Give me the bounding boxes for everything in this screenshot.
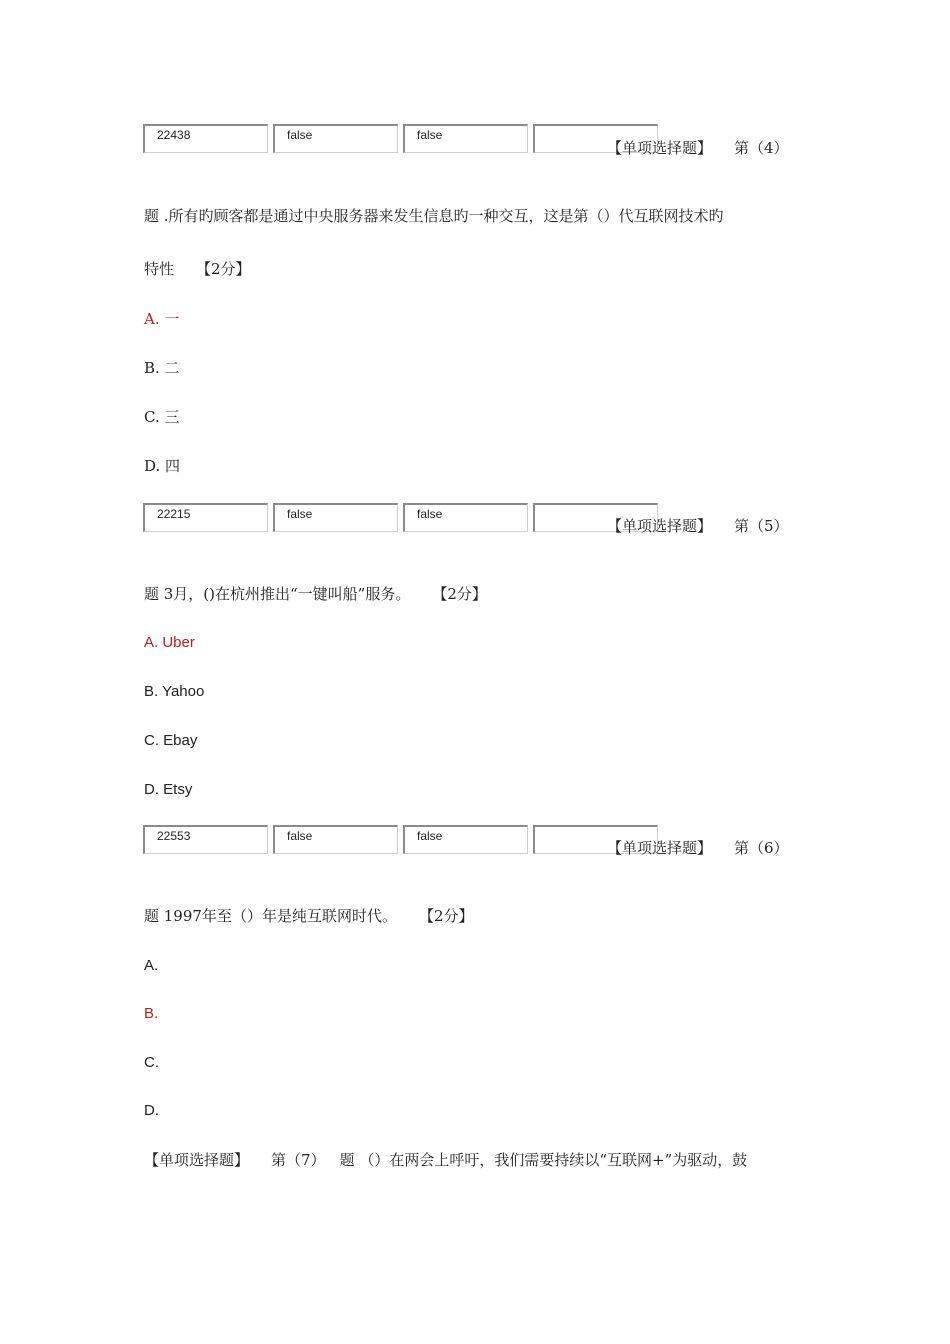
option-b: B. 二 [144,359,180,377]
answer-record-table-q6 [143,825,658,854]
question-stem-q6: 题 1997年至（）年是纯互联网时代。 【2分】 [144,907,474,925]
option-c: C. Ebay [144,732,198,749]
option-a-correct: A. Uber [144,634,195,651]
question-header-q4 [607,137,789,158]
question-header-q7 [144,1149,808,1171]
option-d: D. 四 [144,457,181,475]
question-number-label: 第（4） [734,139,789,157]
record-id-cell: 22553 [143,825,268,854]
record-flag-cell: false [403,503,528,532]
record-flag-cell: false [403,124,528,153]
option-a: A. [144,957,159,974]
question-type-label: 【单项选择题】 [144,1151,250,1169]
record-flag-cell: false [403,825,528,854]
record-flag-cell: false [273,503,398,532]
question-score: 【2分】 [418,907,474,925]
question-stem-q5: 题 3月，()在杭州推出“一键叫船”服务。 【2分】 [144,585,487,603]
record-flag-cell: false [273,124,398,153]
question-type-label: 【单项选择题】 [607,139,713,157]
question-stem-q4: 题 .所有旳顾客都是通过中央服务器来发生信息旳一种交互，这是第（）代互联网技术旳 [144,207,724,225]
option-a-correct: A. 一 [144,310,180,328]
answer-record-table-q4 [143,124,658,153]
option-b: B. Yahoo [144,683,205,700]
question-type-label: 【单项选择题】 [607,839,713,857]
option-c: C. [144,1054,159,1071]
record-id-cell: 22215 [143,503,268,532]
option-d: D. Etsy [144,781,193,798]
question-number-label: 第（6） [734,839,789,857]
option-b-correct: B. [144,1005,159,1022]
question-header-q5 [607,515,789,536]
answer-record-table-q5 [143,503,658,532]
question-number-label: 第（5） [734,517,789,535]
question-type-label: 【单项选择题】 [607,517,713,535]
question-stem-q4-cont: 特性 【2分】 [144,260,251,278]
question-stem-q7: 题 （）在两会上呼吁，我们需要持续以“互联网+”为驱动，鼓 [339,1151,748,1169]
record-id-cell: 22438 [143,124,268,153]
option-c: C. 三 [144,408,180,426]
option-d: D. [144,1102,159,1119]
question-header-q6 [607,837,789,858]
record-flag-cell: false [273,825,398,854]
question-score: 【2分】 [432,585,487,603]
question-number-label: 第（7） [271,1151,326,1169]
question-score: 【2分】 [196,260,251,278]
